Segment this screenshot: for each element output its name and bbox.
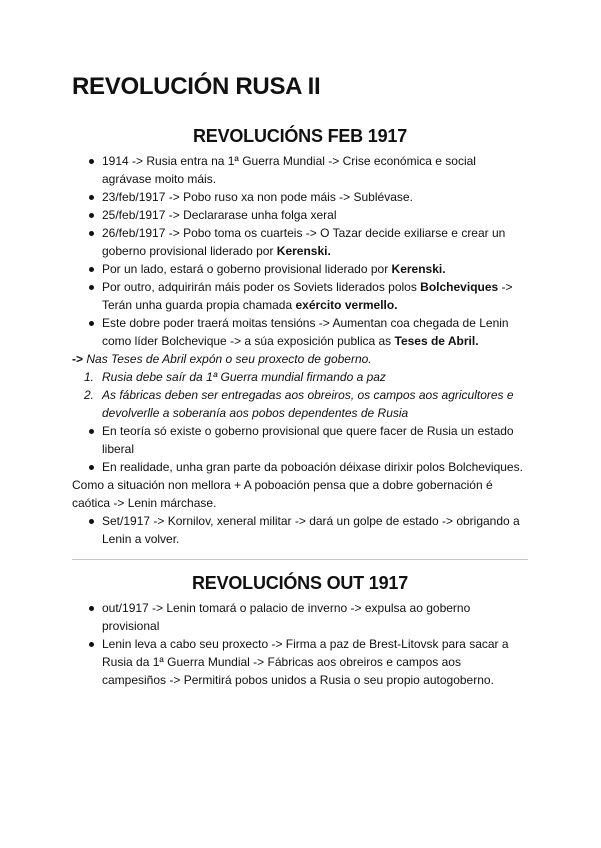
bullet-text: 26/feb/1917 -> Pobo toma os cuarteis -> O Tazar decide exiliarse e crear un goberno provisional liderado por: [102, 226, 506, 258]
power-bullet-list: [72, 422, 528, 476]
section-heading-out: REVOLUCIÓNS OUT 1917: [191, 573, 409, 593]
bold-term: exército vermello.: [295, 298, 398, 312]
list-number: 2.: [84, 388, 95, 402]
bullet-text: En realidade, unha gran parte da poboación déixase dirixir polos Bolcheviques.: [102, 460, 523, 474]
bullet-text: 25/feb/1917 -> Declararase unha folga xeral: [102, 208, 337, 222]
bullet-text: out/1917 -> Lenin tomará o palacio de inverno -> expulsa ao goberno provisional: [102, 601, 471, 633]
section-heading-feb: REVOLUCIÓNS FEB 1917: [192, 126, 408, 146]
list-item: [72, 314, 528, 350]
teses-text: Nas Teses de Abril expón o seu proxecto de goberno.: [83, 352, 372, 366]
list-item: [72, 458, 528, 476]
list-item: [72, 206, 528, 224]
bullet-text: Por un lado, estará o goberno provisional liderado por: [102, 262, 392, 276]
list-item: [72, 188, 528, 206]
teses-numbered-list: [72, 368, 528, 422]
bullet-text: Lenin leva a cabo seu proxecto -> Firma a paz de Brest-Litovsk para sacar a Rusia da 1ª Guerra Mundial -> Fábricas aos obreiros e campos aos campesiños -> Permitirá pobos unidos a Rusia o seu propio autogoberno.: [102, 637, 509, 687]
bullet-text: Este dobre poder traerá moitas tensións -> Aumentan coa chegada de Lenin como líder Bolchevique -> a súa exposición publica as: [102, 316, 509, 348]
list-item: [72, 386, 528, 422]
bold-term: Bolcheviques: [420, 280, 499, 294]
bold-term: Teses de Abril.: [394, 334, 479, 348]
situation-paragraph: Como a situación non mellora + A poboación pensa que a dobre gobernación é caótica -> Lenin márchase.: [72, 478, 493, 510]
bullet-text: En teoría só existe o goberno provisional que quere facer de Rusia un estado liberal: [102, 424, 514, 456]
list-item: [72, 224, 528, 260]
page-title: REVOLUCIÓN RUSA II: [72, 73, 321, 100]
list-item: [72, 422, 528, 458]
bullet-text: Set/1917 -> Kornilov, xeneral militar -> dará un golpe de estado -> obrigando a Lenin a volver.: [102, 514, 520, 546]
feb-bullet-list: [72, 152, 528, 350]
section-divider: [72, 559, 528, 560]
out-bullet-list: [72, 599, 528, 689]
bullet-text: -> Terán unha guarda propia chamada: [102, 280, 513, 312]
bold-term: Kerenski.: [276, 244, 331, 258]
list-item: [72, 152, 528, 188]
list-item: [72, 599, 528, 635]
numbered-text: Rusia debe saír da 1ª Guerra mundial firmando a paz: [102, 370, 386, 384]
list-item: [72, 512, 528, 548]
numbered-text: As fábricas deben ser entregadas aos obreiros, os campos aos agricultores e devolverlle a soberanía aos pobos dependentes de Rusia: [102, 388, 514, 420]
list-item: [72, 260, 528, 278]
list-item: [72, 278, 528, 314]
bullet-text: 1914 -> Rusia entra na 1ª Guerra Mundial -> Crise económica e social agrávase moito máis.: [102, 154, 476, 186]
list-item: [72, 635, 528, 689]
bullet-text: Por outro, adquirirán máis poder os Soviets liderados polos: [102, 280, 421, 294]
list-item: [72, 368, 528, 386]
bold-term: Kerenski.: [391, 262, 446, 276]
bullet-text: 23/feb/1917 -> Pobo ruso xa non pode máis -> Sublévase.: [102, 190, 413, 204]
document-page: [72, 70, 528, 689]
list-number: 1.: [84, 370, 95, 384]
arrow-mark: ->: [72, 352, 84, 366]
teses-intro-line: [72, 350, 528, 368]
kornilov-bullet-list: [72, 512, 528, 548]
